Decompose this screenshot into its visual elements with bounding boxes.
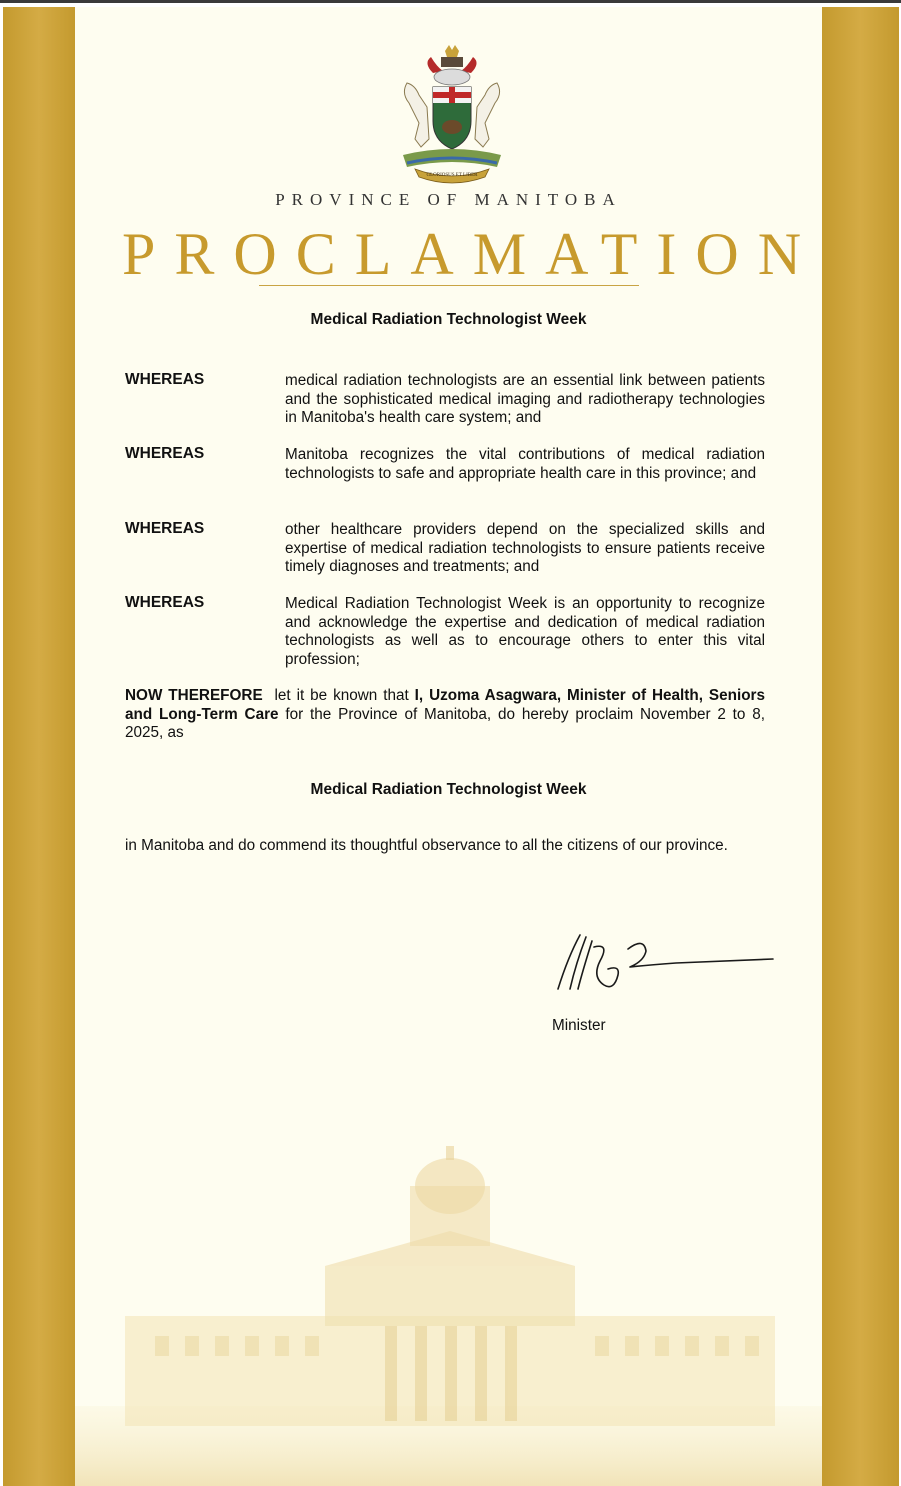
top-edge-line bbox=[0, 0, 901, 3]
now-therefore-lead: let it be known that bbox=[274, 687, 409, 704]
legislative-building-watermark bbox=[75, 1146, 822, 1486]
now-therefore-tail: for the Province of Manitoba, do hereby proclaim November 2 to 8, 2025, as bbox=[125, 705, 766, 741]
whereas-text: Manitoba recognizes the vital contributions of medical radiation technologists to safe and appropriate health care in this province; and bbox=[285, 446, 765, 482]
gold-border-right bbox=[822, 7, 899, 1486]
whereas-text: medical radiation technologists are an essential link between patients and the sophisticated medical imaging and radiotherapy technologies in Manitoba's health care system; and bbox=[285, 372, 765, 426]
whereas-label: WHEREAS bbox=[125, 594, 205, 611]
document-title: PROCLAMATION bbox=[122, 221, 821, 287]
whereas-label: WHEREAS bbox=[125, 520, 205, 537]
whereas-label: WHEREAS bbox=[125, 445, 205, 462]
manitoba-coat-of-arms bbox=[393, 43, 511, 185]
province-name: PROVINCE OF MANITOBA bbox=[275, 190, 622, 209]
whereas-label: WHEREAS bbox=[125, 371, 205, 388]
svg-text:GLORIOSUS ET LIBER: GLORIOSUS ET LIBER bbox=[426, 173, 478, 178]
closing-statement: in Manitoba and do commend its thoughtful observance to all the citizens of our province. bbox=[125, 837, 728, 854]
proclamation-subject: Medical Radiation Technologist Week bbox=[310, 311, 587, 328]
minister-name: I, Uzoma Asagwara, Minister of Health, Seniors and Long-Term Care bbox=[125, 687, 765, 723]
whereas-text: Medical Radiation Technologist Week is an opportunity to recognize and acknowledge the expertise and dedication of medical radiation technologists as well as to encourage others to enter this vital profession; bbox=[285, 595, 765, 668]
now-therefore-paragraph bbox=[125, 687, 765, 743]
title-divider bbox=[259, 285, 639, 286]
now-therefore-label: NOW THEREFORE bbox=[125, 687, 263, 704]
signature-title: Minister bbox=[552, 1017, 606, 1034]
proclamation-page bbox=[3, 7, 899, 1486]
minister-signature bbox=[548, 927, 778, 1007]
whereas-text: other healthcare providers depend on the specialized skills and expertise of medical radiation technologists to ensure patients receive timely diagnoses and treatments; and bbox=[285, 521, 765, 575]
proclaimed-week-name: Medical Radiation Technologist Week bbox=[310, 781, 587, 798]
gold-border-left bbox=[3, 7, 75, 1486]
